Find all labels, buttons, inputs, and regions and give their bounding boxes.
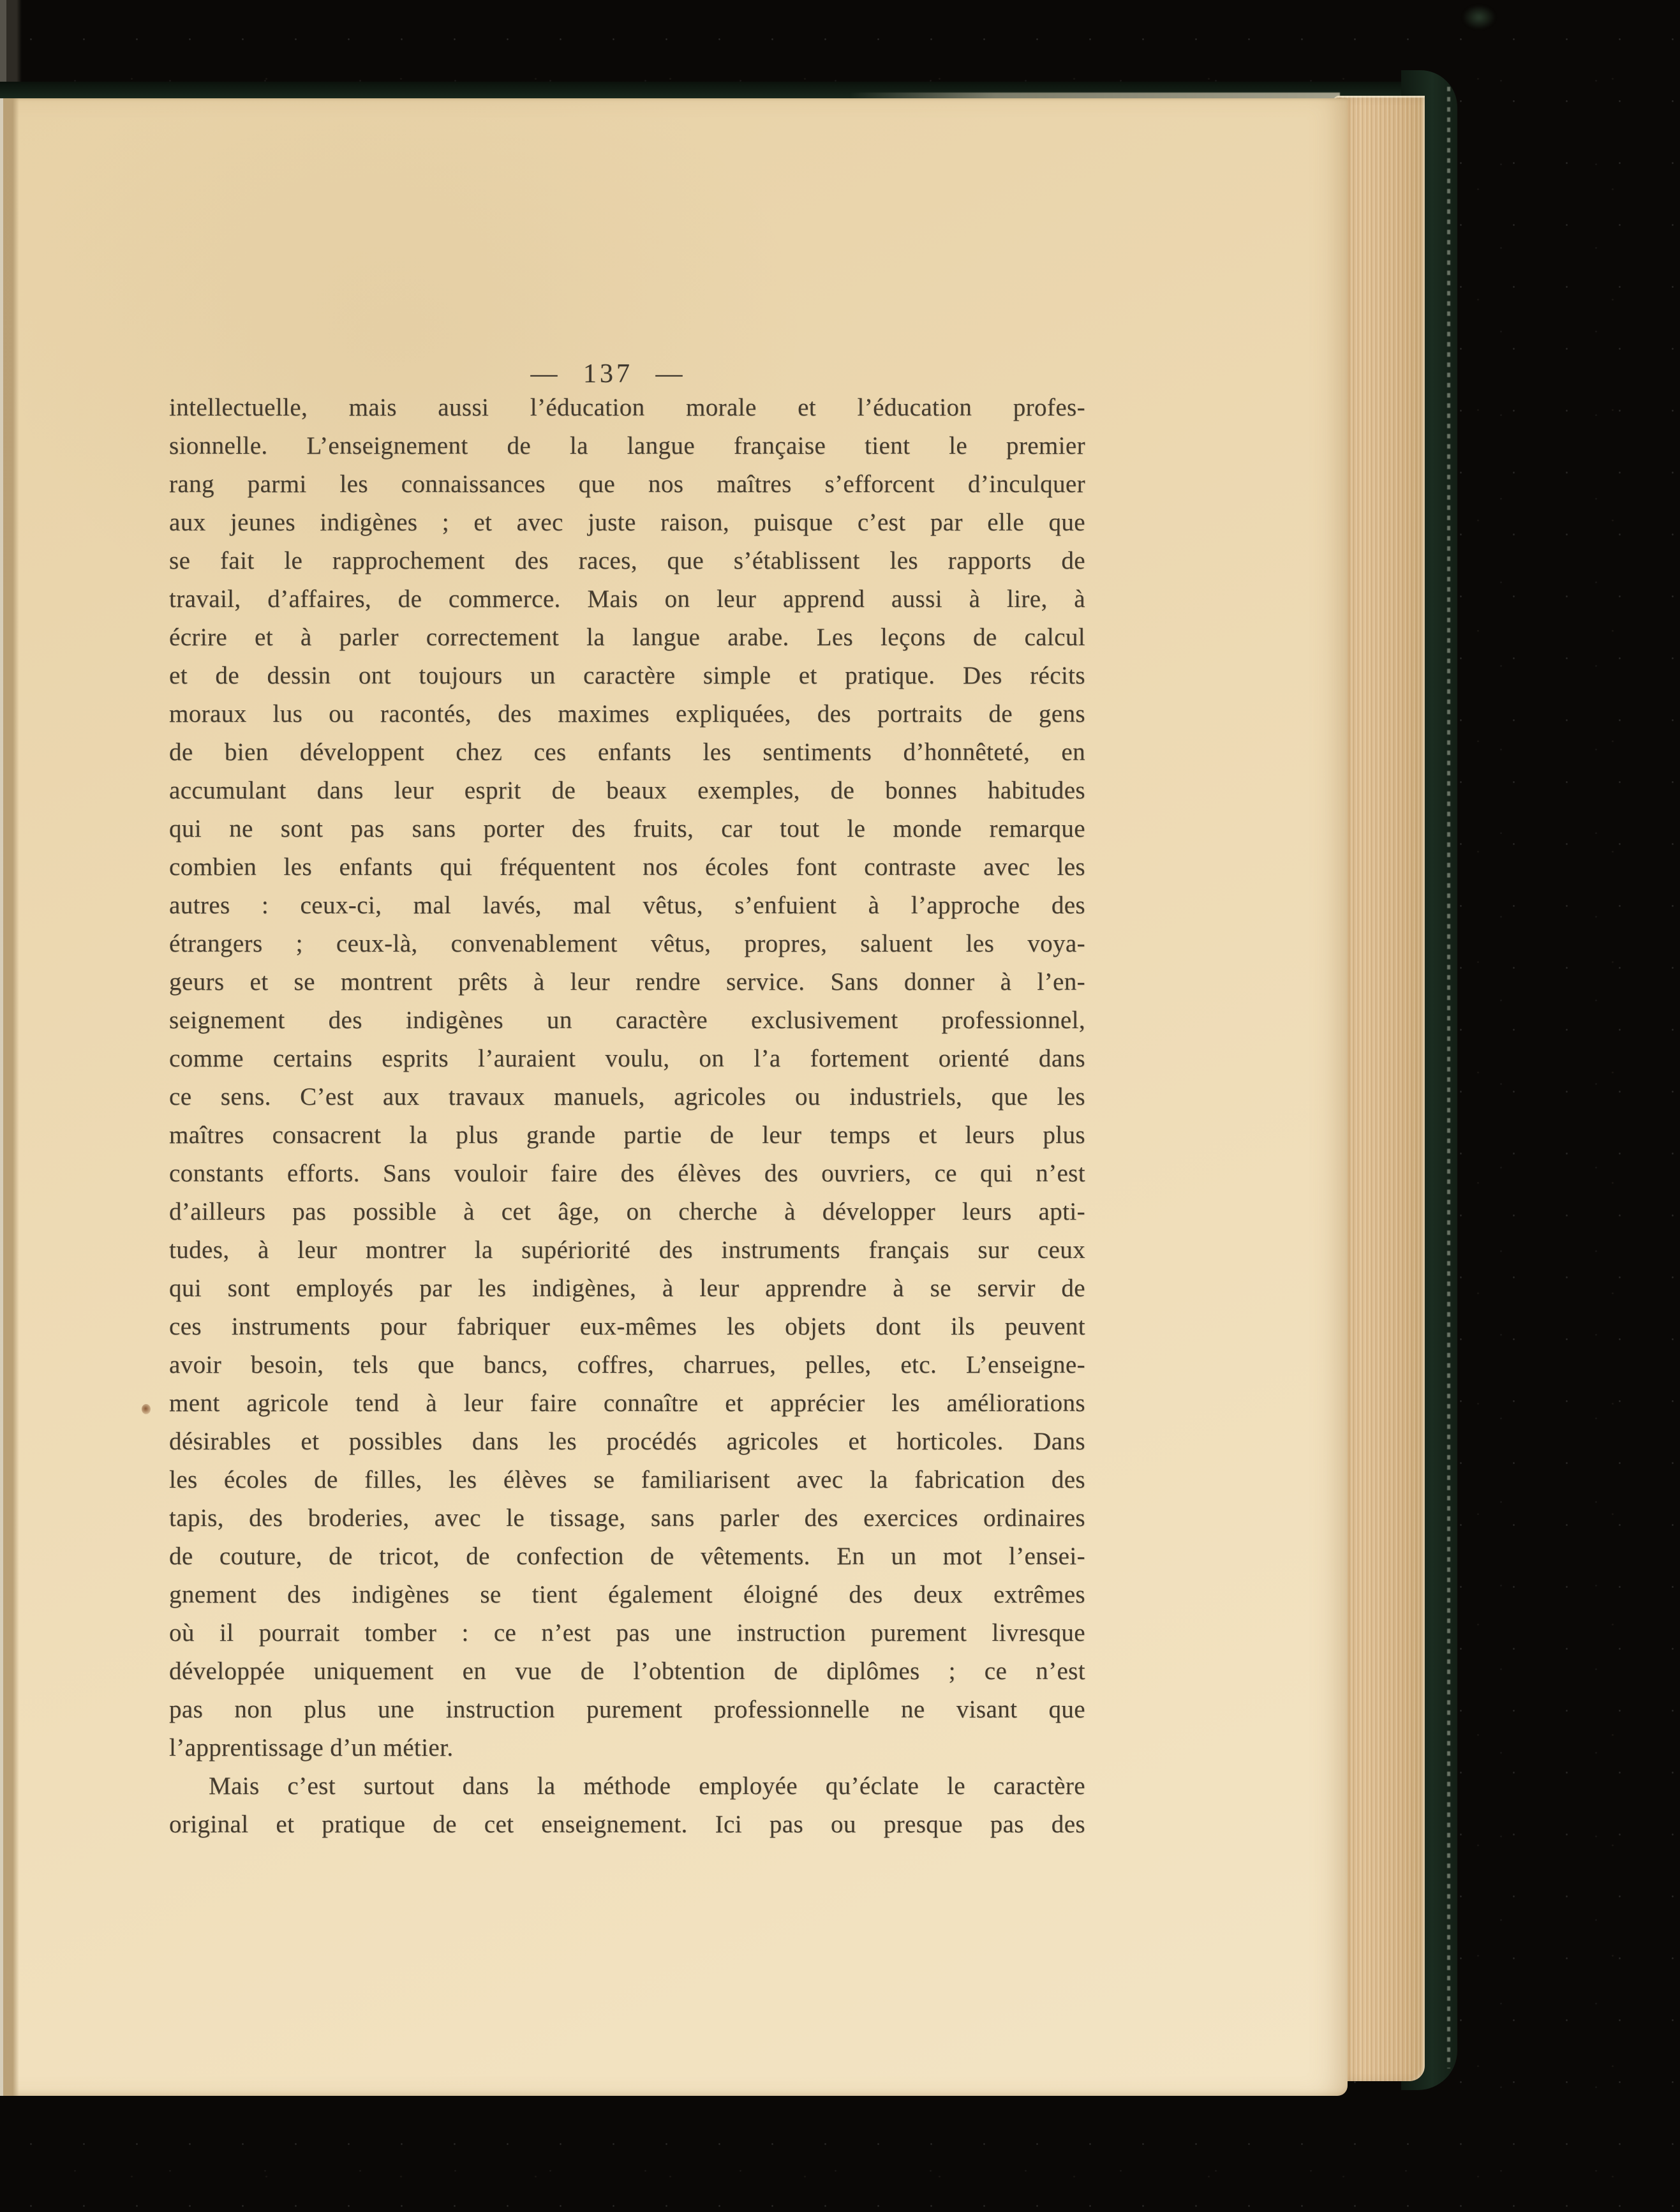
text-line: pas non plus une instruction purement professionnelle ne visant que: [169, 1696, 1085, 1723]
cover-stitch-line: [1447, 87, 1450, 2068]
text-line: gnement des indigènes se tient également éloigné des deux extrêmes: [169, 1581, 1085, 1608]
text-line: geurs et se montrent prêts à leur rendre service. Sans donner à l’en-: [169, 968, 1085, 996]
text-line: développée uniquement en vue de l’obtention de diplômes ; ce n’est: [169, 1657, 1085, 1685]
text-line: les écoles de filles, les élèves se familiarisent avec la fabrication des: [169, 1466, 1085, 1493]
text-line: accumulant dans leur esprit de beaux exemples, de bonnes habitudes: [169, 777, 1085, 804]
text-line: constants efforts. Sans vouloir faire des élèves des ouvriers, ce qui n’est: [169, 1160, 1085, 1187]
text-line: original et pratique de cet enseignement. Ici pas ou presque pas des: [169, 1811, 1085, 1838]
text-line: tudes, à leur montrer la supériorité des instruments français sur ceux: [169, 1236, 1085, 1264]
text-line: où il pourrait tomber : ce n’est pas une instruction purement livresque: [169, 1619, 1085, 1647]
text-line: ces instruments pour fabriquer eux-mêmes les objets dont ils peuvent: [169, 1313, 1085, 1340]
text-line: Mais c’est surtout dans la méthode employée qu’éclate le caractère: [209, 1772, 1085, 1800]
text-line: seignement des indigènes un caractère exclusivement professionnel,: [169, 1006, 1085, 1034]
text-line: désirables et possibles dans les procédés agricoles et horticoles. Dans: [169, 1428, 1085, 1455]
text-line: avoir besoin, tels que bancs, coffres, charrues, pelles, etc. L’enseigne-: [169, 1351, 1085, 1379]
text-line: rang parmi les connaissances que nos maîtres s’efforcent d’inculquer: [169, 470, 1085, 498]
page-number: — 137 —: [530, 359, 686, 389]
ink-blemish-dot: [142, 1404, 151, 1414]
book-page: [0, 98, 1348, 2096]
text-line: écrire et à parler correctement la langue arabe. Les leçons de calcul: [169, 624, 1085, 651]
text-line: de bien développent chez ces enfants les sentiments d’honnêteté, en: [169, 738, 1085, 766]
text-line: combien les enfants qui fréquentent nos écoles font contraste avec les: [169, 853, 1085, 881]
text-line: maîtres consacrent la plus grande partie de leur temps et leurs plus: [169, 1121, 1085, 1149]
cover-corner-smudge: [1462, 5, 1496, 29]
text-line: ce sens. C’est aux travaux manuels, agricoles ou industriels, que les: [169, 1083, 1085, 1110]
text-line: l’apprentissage d’un métier.: [169, 1734, 454, 1761]
text-line: autres : ceux-ci, mal lavés, mal vêtus, s’enfuient à l’approche des: [169, 892, 1085, 919]
text-line: se fait le rapprochement des races, que s’établissent les rapports de: [169, 547, 1085, 574]
text-line: qui sont employés par les indigènes, à leur apprendre à se servir de: [169, 1274, 1085, 1302]
text-line: moraux lus ou racontés, des maximes expliquées, des portraits de gens: [169, 700, 1085, 728]
text-block: [169, 389, 1085, 1844]
text-line: ment agricole tend à leur faire connaître et apprécier les améliorations: [169, 1389, 1085, 1417]
text-line: intellectuelle, mais aussi l’éducation morale et l’éducation profes-: [169, 394, 1085, 421]
text-line: sionnelle. L’enseignement de la langue française tient le premier: [169, 432, 1085, 460]
text-line: comme certains esprits l’auraient voulu, on l’a fortement orienté dans: [169, 1045, 1085, 1072]
gutter-shadow: [0, 98, 19, 2096]
text-line: tapis, des broderies, avec le tissage, sans parler des exercices ordinaires: [169, 1504, 1085, 1532]
text-line: travail, d’affaires, de commerce. Mais on leur apprend aussi à lire, à: [169, 585, 1085, 613]
text-line: aux jeunes indigènes ; et avec juste raison, puisque c’est par elle que: [169, 509, 1085, 536]
text-line: d’ailleurs pas possible à cet âge, on cherche à développer leurs apti-: [169, 1198, 1085, 1225]
text-line: qui ne sont pas sans porter des fruits, car tout le monde remarque: [169, 815, 1085, 842]
text-line: et de dessin ont toujours un caractère simple et pratique. Des récits: [169, 662, 1085, 689]
text-line: étrangers ; ceux-là, convenablement vêtus, propres, saluent les voya-: [169, 930, 1085, 957]
text-line: de couture, de tricot, de confection de vêtements. En un mot l’ensei-: [169, 1543, 1085, 1570]
